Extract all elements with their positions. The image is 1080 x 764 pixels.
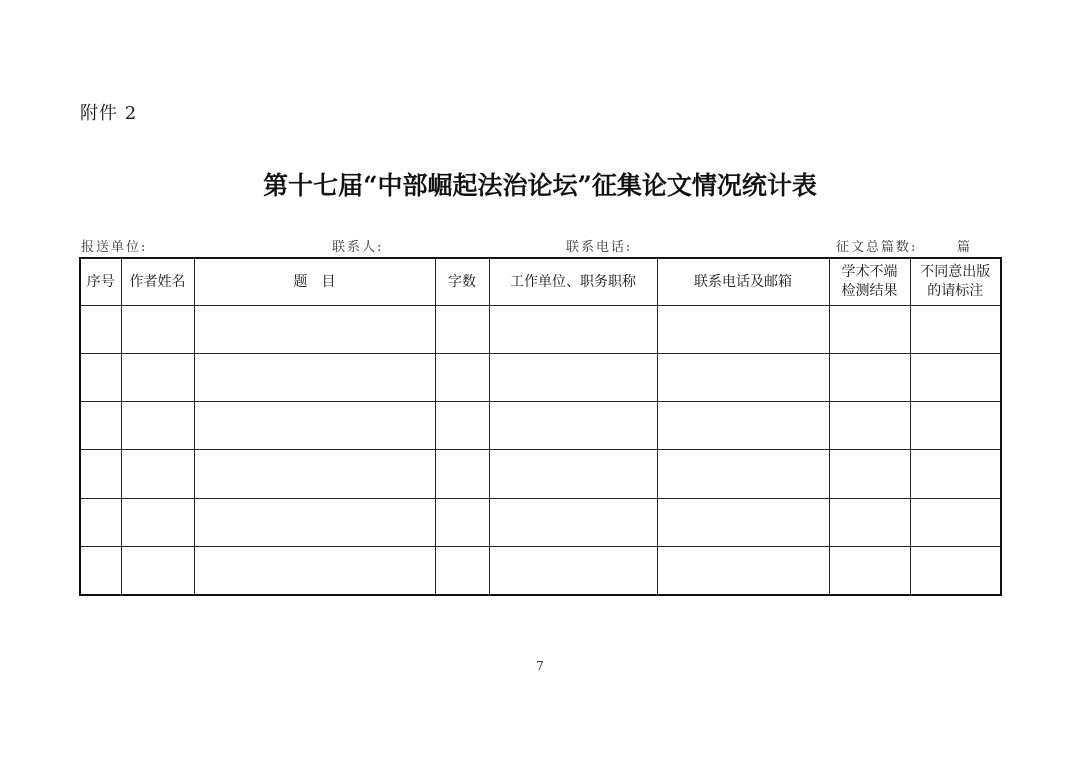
- cell-no-publish[interactable]: [910, 306, 1001, 354]
- cell-no-publish[interactable]: [910, 450, 1001, 498]
- cell-contact[interactable]: [657, 498, 829, 546]
- cell-contact[interactable]: [657, 402, 829, 450]
- header-misconduct-check-line2: 检测结果: [841, 283, 898, 299]
- cell-title[interactable]: [194, 450, 435, 498]
- table-row: [80, 354, 1001, 402]
- cell-author[interactable]: [121, 498, 194, 546]
- cell-title[interactable]: [194, 354, 435, 402]
- cell-misconduct-check[interactable]: [829, 450, 910, 498]
- table-row: [80, 498, 1001, 546]
- cell-word-count[interactable]: [435, 498, 489, 546]
- cell-author[interactable]: [121, 354, 194, 402]
- cell-seq[interactable]: [80, 306, 121, 354]
- cell-word-count[interactable]: [435, 306, 489, 354]
- paper-statistics-table: [79, 257, 1002, 596]
- cell-title[interactable]: [194, 306, 435, 354]
- reporting-unit-label: 报送单位:: [81, 240, 148, 255]
- cell-seq[interactable]: [80, 354, 121, 402]
- cell-contact[interactable]: [657, 354, 829, 402]
- cell-misconduct-check[interactable]: [829, 354, 910, 402]
- cell-misconduct-check[interactable]: [829, 546, 910, 595]
- header-no-publish: [910, 258, 1001, 306]
- header-misconduct-check: [829, 258, 910, 306]
- contact-phone-label: 联系电话:: [566, 240, 633, 255]
- cell-word-count[interactable]: [435, 546, 489, 595]
- cell-author[interactable]: [121, 546, 194, 595]
- cell-author[interactable]: [121, 306, 194, 354]
- header-organization: 工作单位、职务职称: [489, 258, 657, 306]
- total-papers-label: 征文总篇数:: [836, 240, 918, 255]
- header-title: [194, 258, 435, 306]
- table-row: [80, 306, 1001, 354]
- cell-organization[interactable]: [489, 354, 657, 402]
- document-title: 第十七届“中部崛起法治论坛”征集论文情况统计表: [263, 171, 817, 200]
- attachment-label: 附件 2: [80, 103, 138, 124]
- cell-title[interactable]: [194, 546, 435, 595]
- cell-misconduct-check[interactable]: [829, 402, 910, 450]
- cell-no-publish[interactable]: [910, 402, 1001, 450]
- page-number: 7: [536, 659, 544, 673]
- cell-title[interactable]: [194, 498, 435, 546]
- header-misconduct-check-line1: 学术不端: [841, 264, 898, 280]
- table-row: [80, 546, 1001, 595]
- cell-seq[interactable]: [80, 546, 121, 595]
- header-word-count: 字数: [435, 258, 489, 306]
- cell-word-count[interactable]: [435, 354, 489, 402]
- cell-contact[interactable]: [657, 546, 829, 595]
- cell-organization[interactable]: [489, 402, 657, 450]
- header-no-publish-line2: 的请标注: [927, 283, 984, 299]
- cell-title[interactable]: [194, 402, 435, 450]
- cell-word-count[interactable]: [435, 402, 489, 450]
- total-papers-unit: 篇: [957, 240, 973, 255]
- cell-contact[interactable]: [657, 306, 829, 354]
- cell-misconduct-check[interactable]: [829, 306, 910, 354]
- cell-no-publish[interactable]: [910, 546, 1001, 595]
- cell-organization[interactable]: [489, 546, 657, 595]
- cell-seq[interactable]: [80, 450, 121, 498]
- cell-organization[interactable]: [489, 498, 657, 546]
- contact-person-label: 联系人:: [332, 240, 384, 255]
- cell-word-count[interactable]: [435, 450, 489, 498]
- cell-author[interactable]: [121, 450, 194, 498]
- cell-author[interactable]: [121, 402, 194, 450]
- cell-contact[interactable]: [657, 450, 829, 498]
- header-author: 作者姓名: [121, 258, 194, 306]
- cell-organization[interactable]: [489, 450, 657, 498]
- header-contact: 联系电话及邮箱: [657, 258, 829, 306]
- cell-no-publish[interactable]: [910, 354, 1001, 402]
- header-title-text: 题目: [293, 273, 350, 290]
- cell-seq[interactable]: [80, 498, 121, 546]
- header-no-publish-line1: 不同意出版: [920, 264, 991, 280]
- cell-misconduct-check[interactable]: [829, 498, 910, 546]
- header-seq: 序号: [80, 258, 121, 306]
- cell-no-publish[interactable]: [910, 498, 1001, 546]
- cell-seq[interactable]: [80, 402, 121, 450]
- table-row: [80, 450, 1001, 498]
- table-row: [80, 402, 1001, 450]
- table-header-row: [80, 258, 1001, 306]
- cell-organization[interactable]: [489, 306, 657, 354]
